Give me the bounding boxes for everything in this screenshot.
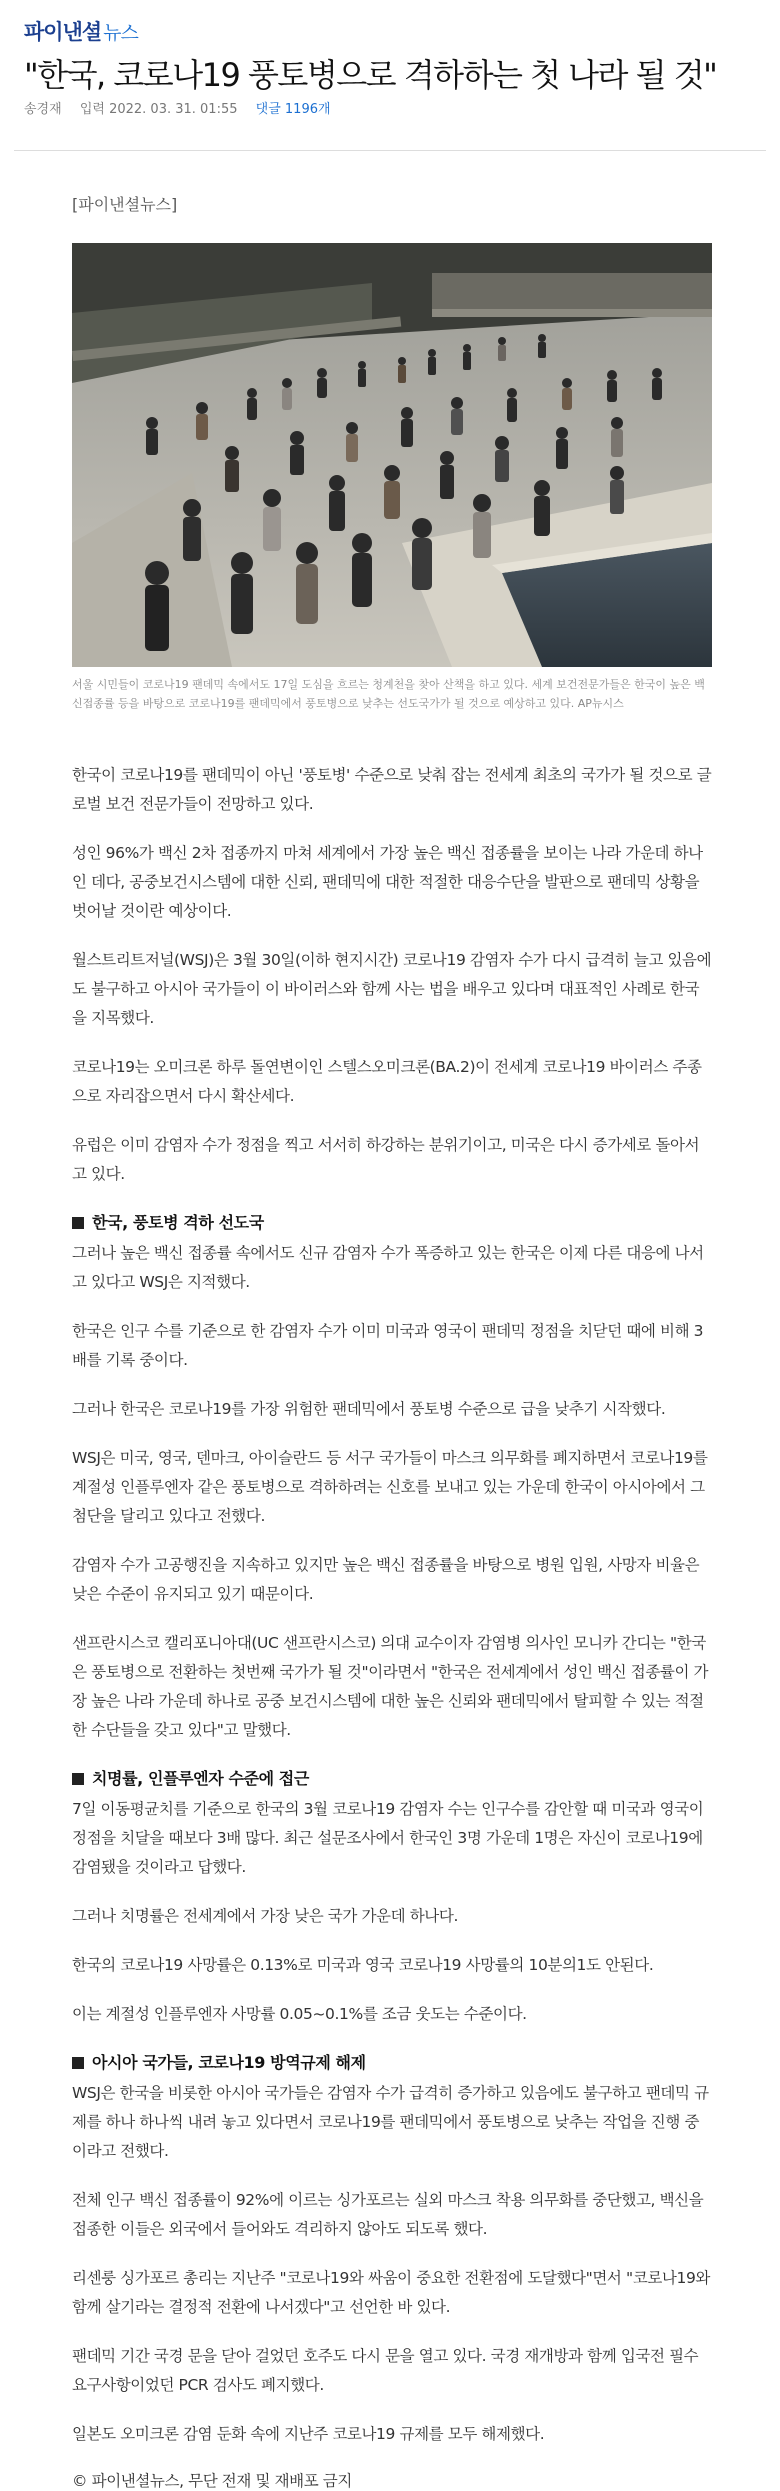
author-name[interactable]: 송경재 — [24, 102, 62, 117]
paragraph: 한국의 코로나19 사망률은 0.13%로 미국과 영국 코로나19 사망률의 10분의1도 안된다. — [72, 1956, 654, 1974]
paragraph: WSJ은 미국, 영국, 덴마크, 아이슬란드 등 서구 국가들이 마스크 의무화를 폐지하면서 코로나19를 계절성 인플루엔자 같은 풍토병으로 격하하려는 신호를 보내고 있는 가운데 한국이 아시아에서 그 첨단을 달리고 있다고 전했다. — [72, 1449, 708, 1525]
paragraph: 성인 96%가 백신 2차 접종까지 마쳐 세계에서 가장 높은 백신 접종률을 보이는 나라 가운데 하나인 데다, 공중보건시스템에 대한 신뢰, 팬데믹에 대한 적절한 대응수단을 발판으로 팬데믹 상황을 벗어날 것이란 예상이다. — [72, 844, 703, 920]
paragraph: 코로나19는 오미크론 하루 돌연변이인 스텔스오미크론(BA.2)이 전세계 코로나19 바이러스 주종으로 자리잡으면서 다시 확산세다. — [72, 1058, 702, 1105]
site-logo[interactable]: 파이낸셜 뉴스 — [24, 20, 138, 44]
comments-link[interactable]: 댓글 1196개 — [255, 102, 331, 117]
square-bullet-icon — [72, 2057, 84, 2069]
street-crowd-photo — [72, 243, 712, 667]
paragraph: 샌프란시스코 캘리포니아대(UC 샌프란시스코) 의대 교수이자 감염병 의사인 모니카 간디는 "한국은 풍토병으로 전환하는 첫번째 국가가 될 것"이라면서 "한국은 전세계에서 성인 백신 접종률이 가장 높은 나라 가운데 하나로 공중 보건시스템에 대한 높은 신뢰와 팬데믹에서 탈피할 수 있는 적절한 수단들을 갖고 있다"고 말했다. — [72, 1634, 709, 1739]
paragraph: 유럽은 이미 감염자 수가 정점을 찍고 서서히 하강하는 분위기이고, 미국은 다시 증가세로 돌아서고 있다. — [72, 1136, 700, 1183]
section-heading: 치명률, 인플루엔자 수준에 접근 — [72, 1765, 712, 1793]
section-heading: 아시아 국가들, 코로나19 방역규제 해제 — [72, 2049, 712, 2077]
paragraph: 한국이 코로나19를 팬데믹이 아닌 '풍토병' 수준으로 낮춰 잡는 전세계 최초의 국가가 될 것으로 글로벌 보건 전문가들이 전망하고 있다. — [72, 766, 712, 813]
article-text — [72, 761, 712, 2491]
paragraph: WSJ은 한국을 비롯한 아시아 국가들은 감염자 수가 급격히 증가하고 있음에도 불구하고 팬데믹 규제를 하나 하나씩 내려 놓고 있다면서 코로나19를 팬데믹에서 풍토병으로 낮추는 작업을 진행 중이라고 전했다. — [72, 2084, 709, 2160]
paragraph: 그러나 한국은 코로나19를 가장 위험한 팬데믹에서 풍토병 수준으로 급을 낮추기 시작했다. — [72, 1400, 666, 1418]
article-source: [파이낸셜뉴스] — [72, 195, 178, 214]
article-title: "한국, 코로나19 풍토병으로 격하하는 첫 나라 될 것" — [24, 56, 717, 94]
article-header — [0, 0, 780, 150]
paragraph: 리센룽 싱가포르 총리는 지난주 "코로나19와 싸움이 중요한 전환점에 도달했다"면서 "코로나19와 함께 살기라는 결정적 전환에 나서겠다"고 선언한 바 있다. — [72, 2269, 710, 2316]
paragraph: 그러나 높은 백신 접종률 속에서도 신규 감염자 수가 폭증하고 있는 한국은 이제 다른 대응에 나서고 있다고 WSJ은 지적했다. — [72, 1244, 704, 1291]
photo-caption: 서울 시민들이 코로나19 팬데믹 속에서도 17일 도심을 흐르는 청계천을 찾아 산책을 하고 있다. 세계 보건전문가들은 한국이 높은 백신접종률 등을 바탕으로 코로나19를 팬데믹에서 풍토병으로 낮추는 선도국가가 될 것으로 예상하고 있다. AP뉴시스 — [72, 678, 705, 710]
paragraph: 이는 계절성 인플루엔자 사망률 0.05~0.1%를 조금 웃도는 수준이다. — [72, 2005, 527, 2023]
publish-date: 입력 2022. 03. 31. 01:55 — [79, 102, 238, 117]
article-body — [72, 192, 712, 2491]
section-heading: 한국, 풍토병 격하 선도국 — [72, 1209, 712, 1237]
paragraph: 한국은 인구 수를 기준으로 한 감염자 수가 이미 미국과 영국이 팬데믹 정점을 치닫던 때에 비해 3배를 기록 중이다. — [72, 1322, 704, 1369]
paragraph: 월스트리트저널(WSJ)은 3월 30일(이하 현지시간) 코로나19 감염자 수가 다시 급격히 늘고 있음에도 불구하고 아시아 국가들이 이 바이러스와 함께 사는 법을 배우고 있다며 대표적인 사례로 한국을 지목했다. — [72, 951, 712, 1027]
square-bullet-icon — [72, 1773, 84, 1785]
paragraph: 감염자 수가 고공행진을 지속하고 있지만 높은 백신 접종률을 바탕으로 병원 입원, 사망자 비율은 낮은 수준이 유지되고 있기 때문이다. — [72, 1556, 700, 1603]
square-bullet-icon — [72, 1217, 84, 1229]
paragraph: 그러나 치명률은 전세계에서 가장 낮은 국가 가운데 하나다. — [72, 1907, 458, 1925]
article-meta — [24, 98, 345, 117]
paragraph: 전체 인구 백신 접종률이 92%에 이르는 싱가포르는 실외 마스크 착용 의무화를 중단했고, 백신을 접종한 이들은 외국에서 들어와도 격리하지 않아도 되도록 했다. — [72, 2191, 704, 2238]
header-divider — [14, 150, 766, 151]
paragraph: 일본도 오미크론 감염 둔화 속에 지난주 코로나19 규제를 모두 해제했다. — [72, 2425, 545, 2443]
paragraph: 팬데믹 기간 국경 문을 닫아 걸었던 호주도 다시 문을 열고 있다. 국경 재개방과 함께 입국전 필수 요구사항이었던 PCR 검사도 폐지했다. — [72, 2347, 699, 2394]
paragraph: 7일 이동평균치를 기준으로 한국의 3월 코로나19 감염자 수는 인구수를 감안할 때 미국과 영국이 정점을 치달을 때보다 3배 많다. 최근 설문조사에서 한국인 3명 가운데 1명은 자신이 코로나19에 감염됐을 것이라고 답했다. — [72, 1800, 704, 1876]
copyright-notice: © 파이낸셜뉴스, 무단 전재 및 재배포 금지 — [72, 2472, 352, 2490]
